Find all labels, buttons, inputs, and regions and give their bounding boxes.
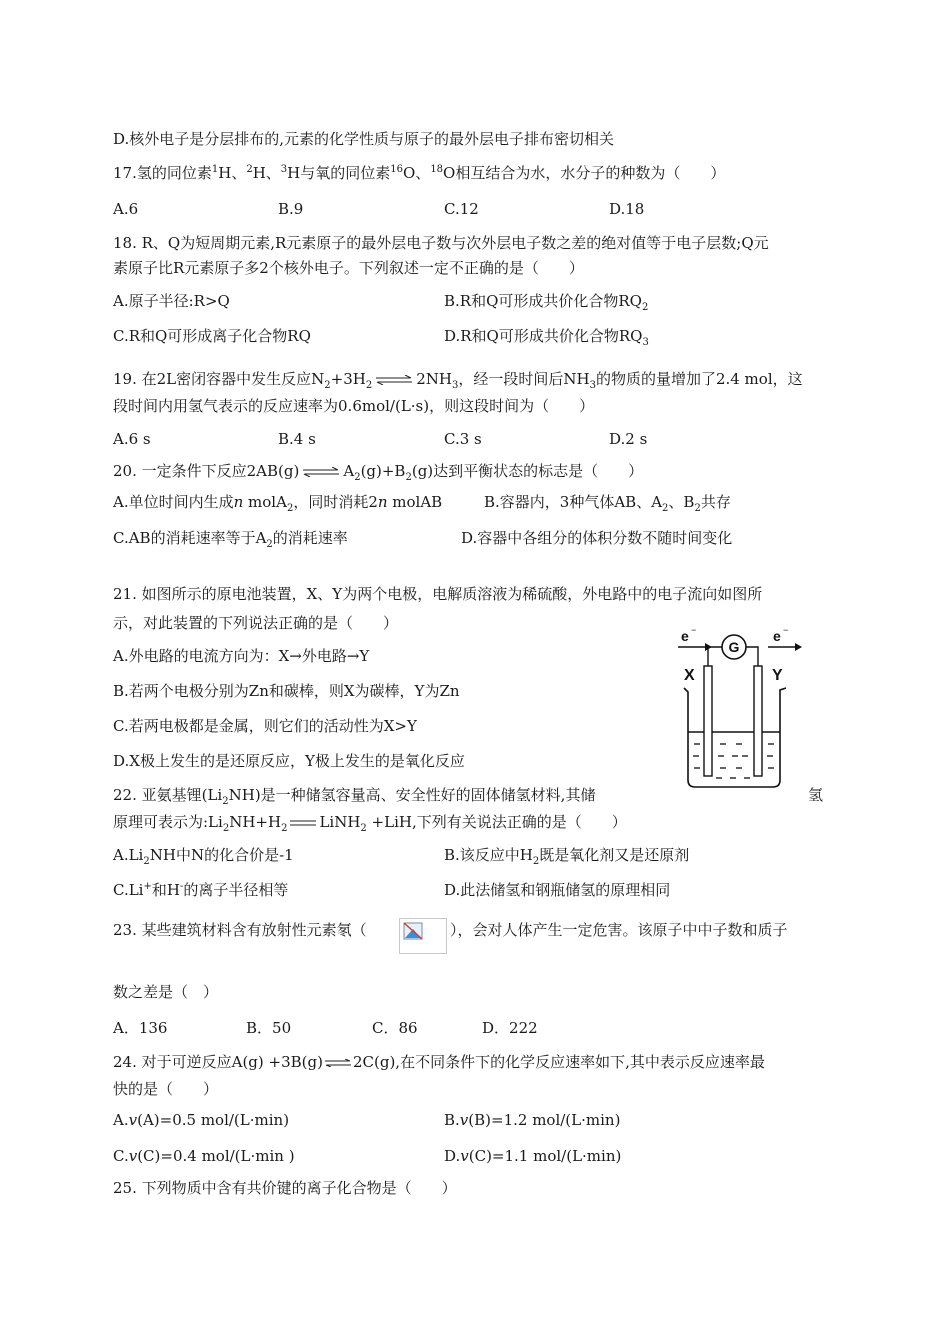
q23-option-a: A．136 xyxy=(113,1019,168,1037)
arrow-right-icon xyxy=(768,643,802,651)
q20-option-d: D.容器中各组分的体积分数不随时间变化 xyxy=(461,529,733,547)
q19-stem-line2: 段时间内用氢气表示的反应速率为0.6mol/(L·s)，则这段时间为（ ） xyxy=(113,397,595,415)
equilibrium-arrow-icon xyxy=(376,375,412,385)
q22-option-b: B.该反应中$H_2$既是氧化剂又是还原剂 xyxy=(444,846,690,867)
q21-option-c: C.若两电极都是金属，则它们的活动性为X>Y xyxy=(113,717,417,735)
q17-option-a: A.6 xyxy=(113,200,139,218)
electron-charge-right: − xyxy=(783,625,789,635)
q20-stem: 20. 一定条件下反应2AB(g) $A_2(g)+B_2(g)$达到平衡状态的标志是（ ） xyxy=(113,462,644,483)
q23-stem-line2: 数之差是（ ） xyxy=(113,983,219,1001)
electrode-y xyxy=(754,666,762,776)
q23-stem-part2: ），会对人体产生一定危害。该原子中中子数和质子 xyxy=(450,921,788,939)
equilibrium-arrow-icon xyxy=(325,1059,351,1067)
broken-image-placeholder xyxy=(399,918,447,954)
q22-option-c: C.Li+和H-的离子半径相等 xyxy=(113,881,289,899)
q20-option-c: C.AB的消耗速率等于$A_2$的消耗速率 xyxy=(113,529,348,550)
q20-option-a: A.单位时间内生成n molA$_2$，同时消耗2n molAB xyxy=(113,493,443,514)
q18-option-d: D.R和Q可形成共价化合物$RQ_3$ xyxy=(444,327,649,348)
q18-option-b: B.R和Q可形成共价化合物$RQ_2$ xyxy=(444,292,649,313)
q18-option-a: A.原子半径:R>Q xyxy=(113,292,230,310)
q19-option-d: D.2 s xyxy=(609,430,648,448)
q19-option-c: C.3 s xyxy=(444,430,482,448)
q19-option-a: A.6 s xyxy=(113,430,151,448)
electron-label-right: e xyxy=(773,628,781,644)
q17-option-d: D.18 xyxy=(609,200,645,218)
q24-option-c: C.v(C)=0.4 mol/(L·min ) xyxy=(113,1147,295,1165)
q19-stem-line1: 19. 在2L密闭容器中发生反应$N_2+3H_2$ $2NH_3$，经一段时间后$NH_3$的物质的量增加了2.4 mol，这 xyxy=(113,370,803,391)
q24-option-d: D.v(C)=1.1 mol/(L·min) xyxy=(444,1147,622,1165)
q22-stem-line2: 原理可表示为$:Li_2NH+H_2$ LiNH$_2$ +LiH,下列有关说法正确的是（ ） xyxy=(113,813,627,834)
q21-stem-line2: 示，对此装置的下列说法正确的是（ ） xyxy=(113,614,399,632)
beaker xyxy=(684,688,786,787)
electron-label-left: e xyxy=(681,628,689,644)
q21-stem-line1: 21. 如图所示的原电池装置，X、Y为两个电极，电解质溶液为稀硫酸，外电路中的电子流向如图所 xyxy=(113,585,763,603)
q18-stem-line2: 素原子比R元素原子多2个核外电子。下列叙述一定不正确的是（ ） xyxy=(113,259,584,277)
arrow-right-icon xyxy=(678,643,712,651)
q19-option-b: B.4 s xyxy=(278,430,316,448)
q18-option-c: C.R和Q可形成离子化合物RQ xyxy=(113,327,311,345)
q21-option-d: D.X极上发生的是还原反应，Y极上发生的是氧化反应 xyxy=(113,752,465,770)
galvanometer-label: G xyxy=(728,639,740,655)
q24-stem-line1: 24. 对于可逆反应A(g) +3B(g) 2C(g),在不同条件下的化学反应速率如下,其中表示反应速率最 xyxy=(113,1053,765,1071)
galvanic-cell-diagram xyxy=(660,620,810,792)
equilibrium-arrow-icon xyxy=(303,467,339,477)
q16-option-d: D.核外电子是分层排布的,元素的化学性质与原子的最外层电子排布密切相关 xyxy=(113,130,615,148)
q24-option-b: B.v(B)=1.2 mol/(L·min) xyxy=(444,1111,621,1129)
q23-option-c: C．86 xyxy=(372,1019,418,1037)
q17-option-c: C.12 xyxy=(444,200,479,218)
q20-option-b: B.容器内，3种气体AB、$A_2$、$B_2$共存 xyxy=(484,493,731,514)
q17-option-b: B.9 xyxy=(278,200,304,218)
equals-arrow-icon xyxy=(290,819,316,827)
electrode-x xyxy=(704,666,712,776)
electrode-x-label: X xyxy=(684,667,695,684)
q17-stem: 17.氢的同位素$^1$H、$^2$H、$^3$H与氧的同位素$^{16}$O、$^{18}$O相互结合为水，水分子的种数为（ ） xyxy=(113,164,726,182)
q18-stem-line1: 18. R、Q为短周期元素,R元素原子的最外层电子数与次外层电子数之差的绝对值等于电子层数;Q元 xyxy=(113,234,769,252)
q21-option-a: A.外电路的电流方向为：X→外电路→Y xyxy=(113,647,370,665)
electrode-y-label: Y xyxy=(772,667,783,684)
q24-option-a: A.v(A)=0.5 mol/(L·min) xyxy=(113,1111,290,1129)
q21-option-b: B.若两个电极分别为Zn和碳棒，则X为碳棒，Y为Zn xyxy=(113,682,460,700)
q22-stem-tail: 氢 xyxy=(808,786,824,804)
q22-stem-line1: 22. 亚氨基锂$(Li_2NH)$是一种储氢容量高、安全性好的固体储氢材料,其储 xyxy=(113,786,596,807)
electron-charge-left: − xyxy=(691,625,697,635)
broken-image-icon xyxy=(403,922,425,942)
q23-option-d: D．222 xyxy=(482,1019,538,1037)
q22-option-a: $A.Li_2NH$中N的化合价是-1 xyxy=(113,846,294,867)
q23-option-b: B．50 xyxy=(246,1019,292,1037)
q25-stem: 25. 下列物质中含有共价键的离子化合物是（ ） xyxy=(113,1179,457,1197)
q23-stem-part1: 23. 某些建筑材料含有放射性元素氡（ xyxy=(113,921,367,939)
q22-option-d: D.此法储氢和钢瓶储氢的原理相同 xyxy=(444,881,671,899)
q24-stem-line2: 快的是（ ） xyxy=(113,1080,219,1098)
